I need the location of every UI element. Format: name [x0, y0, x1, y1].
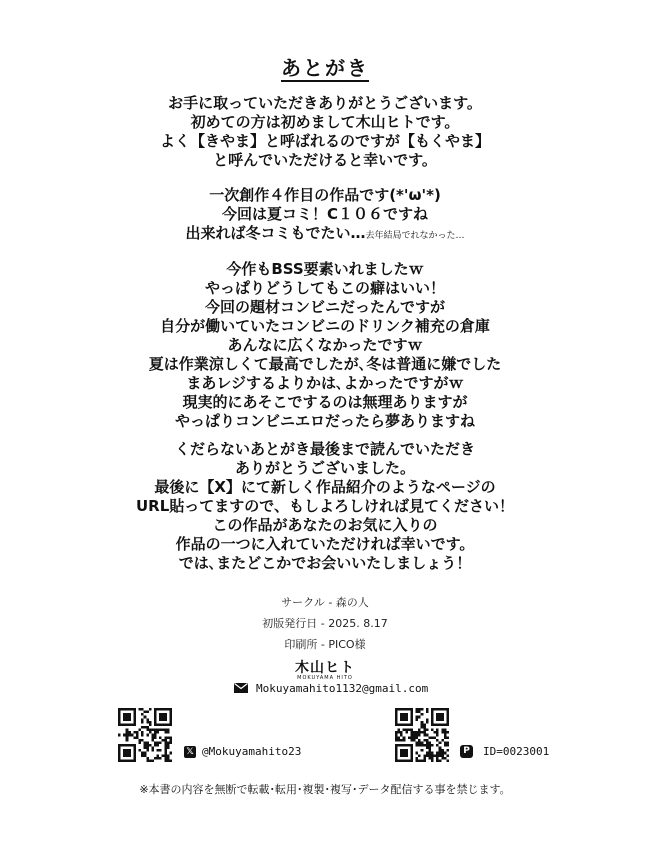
text-line: 初めての方は初めまして木山ヒトです。: [190, 113, 460, 131]
text-line: 最後に【X】にて新しく作品紹介のようなページの: [154, 478, 496, 496]
text-line: 自分が働いていたコンビニのドリンク補充の倉庫: [160, 317, 490, 335]
text-line: 夏は作業涼しくて最高でしたが､冬は普通に嫌でした: [148, 355, 502, 373]
x-account[interactable]: [184, 745, 301, 758]
about-paragraph: [0, 186, 650, 246]
pixiv-account[interactable]: [460, 745, 549, 758]
publish-date: 初版発行日 - 2025. 8.17: [262, 617, 388, 630]
mail-icon: [234, 683, 248, 693]
text-line: 今回は夏コミ！C１０６ですね: [221, 205, 428, 223]
pixiv-logo-icon: P: [460, 745, 473, 758]
circle-credit: サークル - 森の人: [281, 596, 369, 609]
text-line: と呼んでいただけると幸いです。: [213, 151, 437, 169]
credits-block: [0, 592, 650, 655]
small-note: 去年結局でれなかった…: [365, 231, 465, 241]
text-line: では､またどこかでお会いいたしましょう！: [178, 554, 472, 572]
author-romaji: MOKUYAMA HITO: [297, 675, 353, 681]
text-line: 一次創作４作目の作品です(*'ω'*): [209, 186, 441, 204]
text-line: この作品があなたのお気に入りの: [212, 516, 438, 534]
x-qr-code[interactable]: [118, 708, 172, 762]
text-line: 現実的にあそこでするのは無理ありますが: [182, 393, 468, 411]
text-line: 作品の一つに入れていただければ幸いです。: [175, 535, 475, 553]
story-paragraph: [0, 260, 650, 431]
text-line: 今回の題材コンビニだったんですが: [204, 298, 445, 316]
email-row[interactable]: [234, 680, 428, 696]
author-email[interactable]: Mokuyamahito1132@gmail.com: [256, 681, 429, 695]
text-line: あんなに広くなかったですｗ: [227, 336, 423, 354]
x-handle[interactable]: @Mokuyamahito23: [202, 745, 302, 758]
text-line: URL貼ってますので、もしよろしければ見てください！: [136, 497, 514, 515]
pixiv-id[interactable]: ID=0023001: [483, 745, 550, 758]
author-block: [0, 657, 650, 681]
copyright-notice: ※本書の内容を無断で転載･転用･複製･複写･データ配信する事を禁じます。: [139, 783, 511, 796]
text-line: やっぱりどうしてもこの癖はいい！: [204, 279, 445, 297]
x-logo-icon: 𝕏: [184, 746, 196, 758]
text-line: お手に取っていただきありがとうございます。: [168, 94, 482, 112]
afterword-title: あとがき: [281, 56, 369, 80]
text-line: くだらないあとがき最後まで読んでいただき: [174, 440, 475, 458]
pixiv-qr-code[interactable]: [395, 708, 449, 762]
text-line: よく【きやま】と呼ばれるのですが【もくやま】: [159, 132, 490, 150]
printer-credit: 印刷所 - PICO様: [284, 638, 366, 651]
text-line: ありがとうございました。: [234, 459, 415, 477]
text-line: まあレジするよりかは､よかったですがｗ: [186, 374, 464, 392]
text-line: やっぱりコンビニエロだったら夢ありますね: [174, 412, 475, 430]
closing-paragraph: [0, 440, 650, 573]
text-line: 今作もBSS要素いれましたｗ: [226, 260, 424, 278]
author-name: 木山ヒト: [295, 660, 355, 676]
greeting-paragraph: [0, 94, 650, 170]
text-line: 出来れば冬コミもでたい…去年結局でれなかった…: [185, 224, 465, 242]
